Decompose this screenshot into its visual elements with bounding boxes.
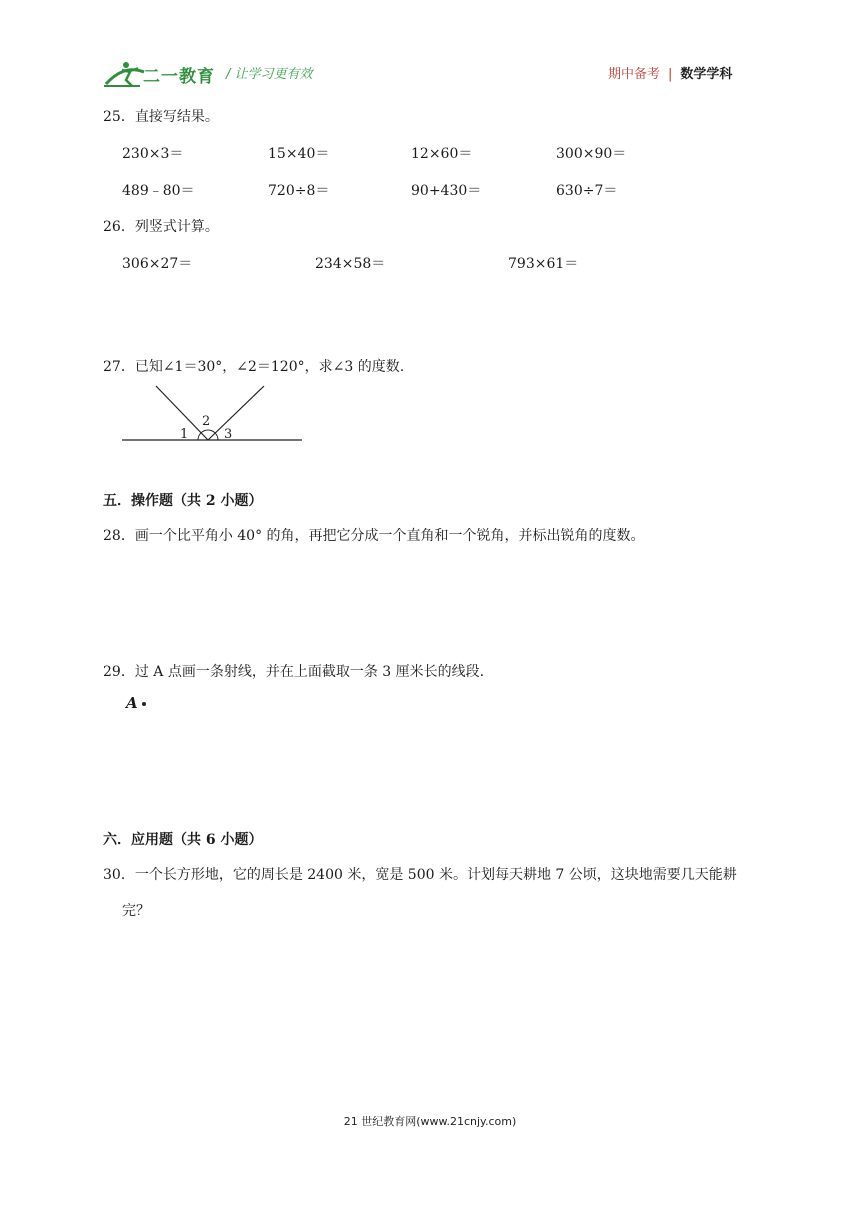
brand-name: 二一教育 xyxy=(143,67,215,87)
point-a-label: A xyxy=(126,694,138,712)
section5-title: 五．操作题（共 2 小题） xyxy=(103,493,263,509)
q26-title: 26．列竖式计算。 xyxy=(103,219,219,235)
angle-arc xyxy=(198,430,218,440)
ray-right xyxy=(208,386,264,440)
q25-item: 90+430＝ xyxy=(411,183,482,199)
q26-item: 234×58＝ xyxy=(315,256,386,272)
angle-label-1: 1 xyxy=(180,427,189,442)
q26-item: 793×61＝ xyxy=(508,256,579,272)
q29-title: 29．过 A 点画一条射线，并在上面截取一条 3 厘米长的线段. xyxy=(103,664,485,680)
q27-title: 27．已知∠1＝30°，∠2＝120°，求∠3 的度数. xyxy=(103,359,405,375)
slogan: / 让学习更有效 xyxy=(226,67,313,82)
q30-line2: 完？ xyxy=(122,903,150,919)
q25-item: 720÷8＝ xyxy=(268,183,330,199)
q28-title: 28．画一个比平角小 40° 的角，再把它分成一个直角和一个锐角，并标出锐角的度数。 xyxy=(103,528,645,544)
q25-item: 630÷7＝ xyxy=(556,183,618,199)
exam-label: 期中备考 xyxy=(608,67,661,82)
q30-line1: 30．一个长方形地，它的周长是 2400 米，宽是 500 米。计划每天耕地 7 公顷，这块地需要几天能耕 xyxy=(103,867,737,883)
footer: 21 世纪教育网(www.21cnjy.com) xyxy=(343,1115,517,1128)
q25-item: 15×40＝ xyxy=(268,146,330,162)
subject-label: 数学学科 xyxy=(680,67,733,82)
angle-label-2: 2 xyxy=(202,414,211,429)
q26-item: 306×27＝ xyxy=(122,256,193,272)
angle-diagram xyxy=(118,382,308,446)
q25-item: 12×60＝ xyxy=(411,146,473,162)
q25-item: 300×90＝ xyxy=(556,146,627,162)
point-dot-icon xyxy=(142,702,146,706)
header-right xyxy=(608,63,732,82)
point-a xyxy=(126,694,146,712)
q25-item: 489﹣80＝ xyxy=(122,183,195,199)
section6-title: 六．应用题（共 6 小题） xyxy=(103,832,263,848)
q25-item: 230×3＝ xyxy=(122,146,184,162)
q25-title: 25．直接写结果。 xyxy=(103,109,219,125)
angle-label-3: 3 xyxy=(224,427,233,442)
header-separator: | xyxy=(668,67,673,82)
